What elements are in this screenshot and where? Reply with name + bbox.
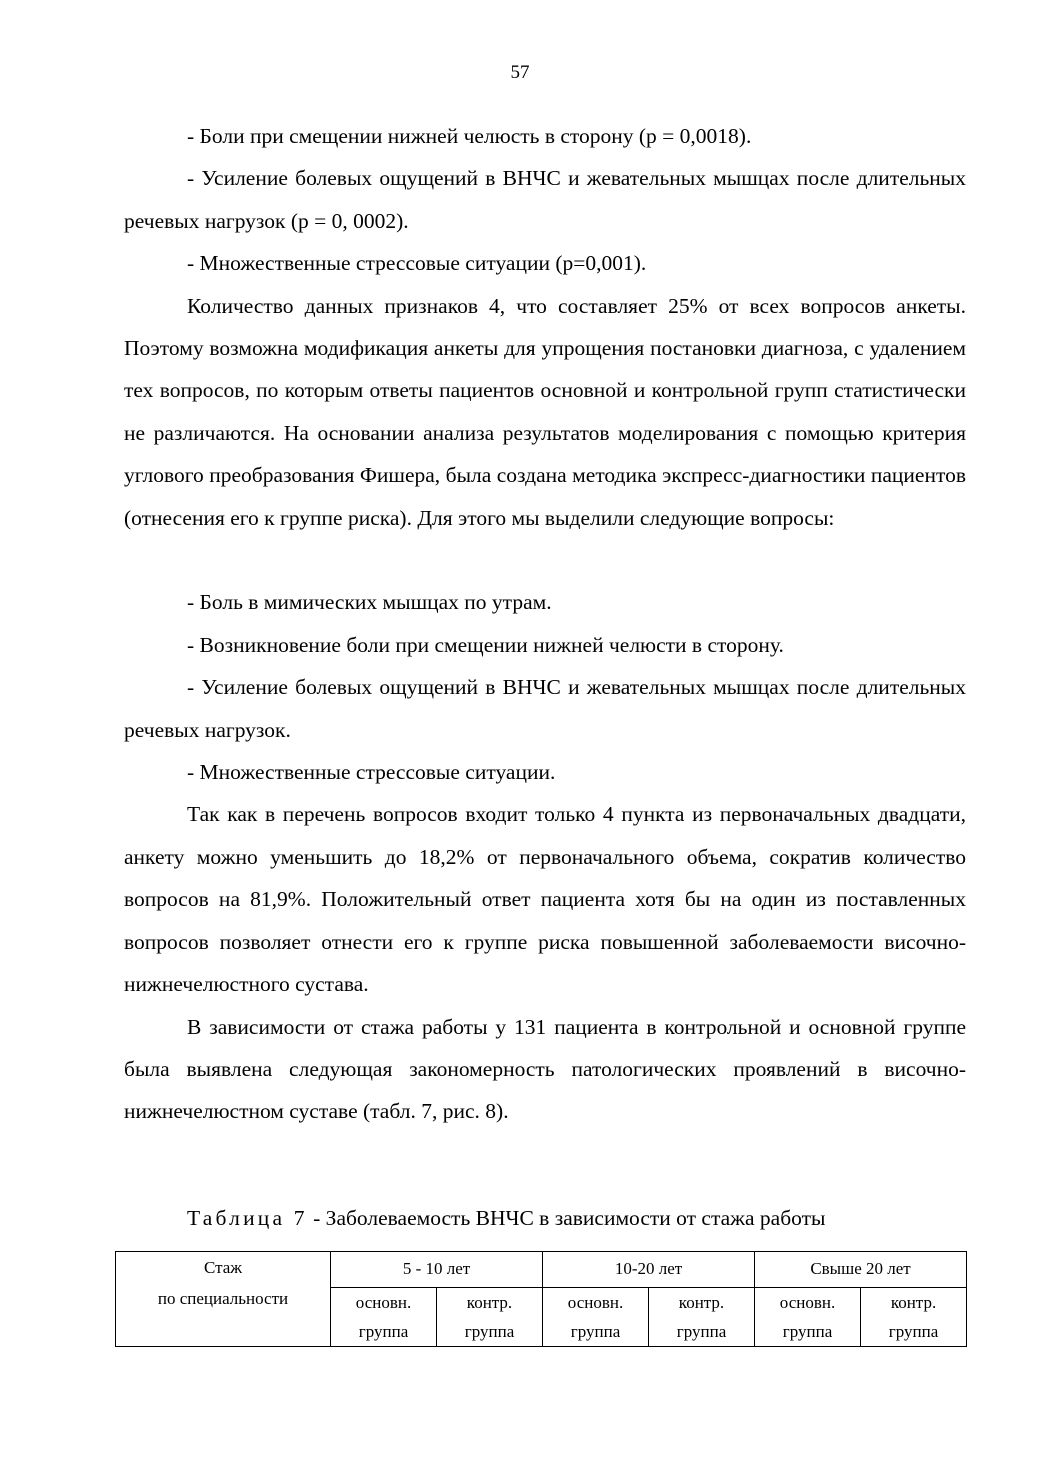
subheader-cell — [861, 1288, 967, 1347]
paragraph-10: В зависимости от стажа работы у 131 пациента в контрольной и основной группе была выявлена следующая закономерность патологических проявлений в височно-нижнечелюстном суставе (табл. 7, рис. 8). — [124, 1014, 966, 1124]
paragraph-3: - Множественные стрессовые ситуации (p=0,001). — [187, 251, 647, 276]
paragraph-2: - Усиление болевых ощущений в ВНЧС и жевательных мышцах после длительных речевых нагрузок (р = 0, 0002). — [124, 166, 966, 233]
subheader-cell — [649, 1288, 755, 1347]
page-number: 57 — [510, 62, 530, 83]
subheader-line1: основн. — [355, 1293, 412, 1312]
subheader-line1: основн. — [779, 1293, 836, 1312]
subheader-line1: контр. — [466, 1293, 513, 1312]
subheader-line2: группа — [782, 1322, 833, 1341]
header-group-over-20: Свыше 20 лет — [755, 1252, 967, 1288]
header-group-10-20: 10-20 лет — [543, 1252, 755, 1288]
morbidity-table — [115, 1251, 967, 1347]
subheader-line1: основн. — [567, 1293, 624, 1312]
table-header-row — [116, 1252, 967, 1288]
subheader-line1: контр. — [890, 1293, 937, 1312]
subheader-line2: группа — [888, 1322, 939, 1341]
subheader-cell — [331, 1288, 437, 1347]
table-caption-label: Таблица 7 — [187, 1206, 308, 1230]
paragraph-8: - Множественные стрессовые ситуации. — [187, 760, 556, 785]
subheader-line2: группа — [464, 1322, 515, 1341]
subheader-cell — [755, 1288, 861, 1347]
subheader-line2: группа — [358, 1322, 409, 1341]
table-caption-text: - Заболеваемость ВНЧС в зависимости от стажа работы — [307, 1206, 826, 1230]
subheader-line1: контр. — [678, 1293, 725, 1312]
header-group-5-10: 5 - 10 лет — [331, 1252, 543, 1288]
body-text — [124, 115, 966, 1133]
subheader-line2: группа — [676, 1322, 727, 1341]
paragraph-7: - Усиление болевых ощущений в ВНЧС и жевательных мышцах после длительных речевых нагрузок. — [124, 675, 966, 742]
paragraph-1: - Боли при смещении нижней челюсть в сторону (р = 0,0018). — [187, 124, 752, 148]
header-stazh-line1: Стаж — [203, 1258, 243, 1277]
paragraph-5: - Боль в мимических мышцах по утрам. — [187, 590, 552, 615]
paragraph-4: Количество данных признаков 4, что составляет 25% от всех вопросов анкеты. Поэтому возможна модификация анкеты для упрощения постановки диагноза, с удалением тех вопросов, по которым ответы пациентов основной и контрольной групп статистически не различаются. На основании анализа результатов моделирования с помощью критерия углового преобразования Фишера, была создана методика экспресс-диагностики пациентов (отнесения его к группе риска). Для этого мы выделили следующие вопросы: — [124, 293, 966, 530]
header-stazh-line2: по специальности — [157, 1289, 289, 1308]
subheader-cell — [437, 1288, 543, 1347]
subheader-cell — [543, 1288, 649, 1347]
subheader-line2: группа — [570, 1322, 621, 1341]
table-caption — [187, 1197, 967, 1239]
paragraph-9: Так как в перечень вопросов входит только 4 пункта из первоначальных двадцати, анкету можно уменьшить до 18,2% от первоначального объема, сократив количество вопросов на 81,9%. Положительный ответ пациента хотя бы на один из поставленных вопросов позволяет отнести его к группе риска повышенной заболеваемости височно-нижнечелюстного сустава. — [124, 802, 966, 997]
header-stazh — [116, 1252, 331, 1347]
paragraph-6: - Возникновение боли при смещении нижней челюсти в сторону. — [187, 632, 784, 657]
paragraph-gap — [124, 539, 966, 581]
